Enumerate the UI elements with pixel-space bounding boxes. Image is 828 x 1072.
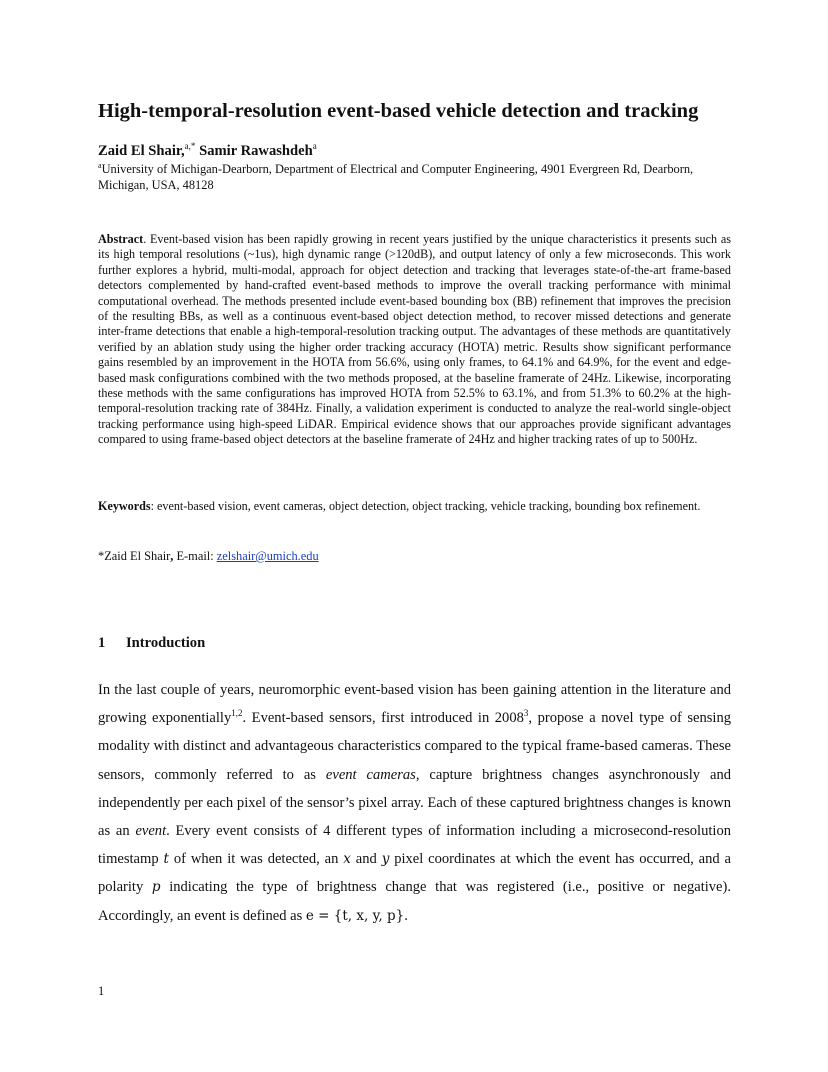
email-label: E-mail: bbox=[173, 549, 217, 563]
affiliation-text: University of Michigan-Dearborn, Department of Electrical and Computer Engineering, 4901 Evergreen Rd, Dearborn, Michigan, USA, 48128 bbox=[98, 162, 694, 192]
author-affiliation-marker: a bbox=[312, 141, 317, 151]
math-variable: y bbox=[381, 851, 390, 868]
correspondence bbox=[98, 548, 319, 564]
author-affiliation-marker: a,* bbox=[184, 141, 196, 151]
citation: 3 bbox=[523, 708, 529, 719]
section-heading bbox=[98, 633, 205, 653]
math-variable: p bbox=[151, 879, 161, 896]
paper-title: High-temporal-resolution event-based vehicle detection and tracking bbox=[98, 100, 699, 122]
text-run: In the last couple of years, neuromorphic event-based vision has been gaining attention in the literature and growing exponentially bbox=[98, 682, 731, 727]
text-run: . bbox=[404, 907, 408, 924]
text-run: and bbox=[350, 851, 382, 868]
author-list bbox=[98, 141, 317, 161]
keywords-text: : event-based vision, event cameras, object detection, object tracking, vehicle tracking, bounding box refinement. bbox=[150, 499, 701, 513]
section-number: 1 bbox=[98, 635, 106, 651]
correspondence-comma: , bbox=[170, 549, 174, 563]
text-run: . Event-based sensors, first introduced in 2008 bbox=[242, 710, 524, 727]
text-run: , capture brightness changes asynchronously and independently per each pixel of the sensor’s pixel array. Each of these captured brightness changes is known as an bbox=[98, 766, 732, 840]
keywords-label: Keywords bbox=[98, 499, 151, 513]
affiliation bbox=[98, 161, 738, 193]
author-name: Zaid El Shair, bbox=[98, 143, 185, 159]
emphasis: event bbox=[135, 823, 167, 840]
citation: 1,2 bbox=[231, 708, 243, 719]
math-variable: t bbox=[163, 851, 169, 868]
text-run: of when it was detected, an bbox=[168, 851, 344, 868]
math-variable: x bbox=[343, 851, 351, 868]
introduction-paragraph bbox=[98, 676, 731, 930]
text-run: . Every event consists of 4 different types of information including a microsecond-resolution timestamp bbox=[98, 823, 732, 868]
section-title: Introduction bbox=[126, 635, 206, 651]
correspondence-name: Zaid El Shair bbox=[104, 549, 171, 563]
abstract bbox=[98, 232, 731, 448]
emphasis: event cameras bbox=[325, 766, 416, 783]
author-name: Samir Rawashdeh bbox=[199, 143, 313, 159]
abstract-text: . Event-based vision has been rapidly growing in recent years justified by the unique characteristics it presents such as its high temporal resolutions (~1us), high dynamic range (>120dB), and output latency of only a few microseconds. This work further explores a hybrid, multi-modal, approach for object detection and tracking that leverages state-of-the-art frame-based detectors complemented by hand-crafted event-based methods to improve the overall tracking performance with minimal computational overhead. The methods presented include event-based bounding box (BB) refinement that improves the precision of the resulting BBs, as well as a continuous event-based object detection method, to recover missed detections and generate inter-frame detections that enable a high-temporal-resolution tracking output. The advantages of these methods are quantitatively verified by an ablation study using the higher order tracking accuracy (HOTA) metric. Results show significant performance gains resembled by an improvement in the HOTA from 56.6%, using only frames, to 64.1% and 64.9%, for the event and edge-based mask configurations combined with the two methods proposed, at the baseline framerate of 24Hz. Likewise, incorporating these methods with the same configurations has improved HOTA from 52.5% to 63.1%, and from 51.3% to 60.2% at the high-temporal-resolution tracking rate of 384Hz. Finally, a validation experiment is conducted to analyze the real-world single-object tracking performance using high-speed LiDAR. Empirical evidence shows that our approaches provide significant advantages compared to using frame-based object detectors at the baseline framerate of 24Hz and higher tracking rates of up to 500Hz. bbox=[98, 232, 731, 447]
affiliation-marker: a bbox=[98, 161, 102, 170]
text-run: , propose a novel type of sensing modality with distinct and advantageous characteristics compared to the typical frame-based cameras. These sensors, commonly referred to as bbox=[98, 710, 732, 783]
abstract-label: Abstract bbox=[98, 232, 144, 246]
page-number: 1 bbox=[98, 984, 105, 998]
event-equation: e = {t, x, y, p} bbox=[305, 907, 405, 924]
text-run: pixel coordinates at which the event has occurred, and a polarity bbox=[98, 851, 731, 896]
text-run: indicating the type of brightness change that was registered (i.e., positive or negative). Accordingly, an event is defined as bbox=[98, 879, 731, 924]
keywords bbox=[98, 499, 731, 514]
email-link[interactable]: zelshair@umich.edu bbox=[216, 549, 319, 563]
correspondence-marker: * bbox=[98, 549, 105, 563]
